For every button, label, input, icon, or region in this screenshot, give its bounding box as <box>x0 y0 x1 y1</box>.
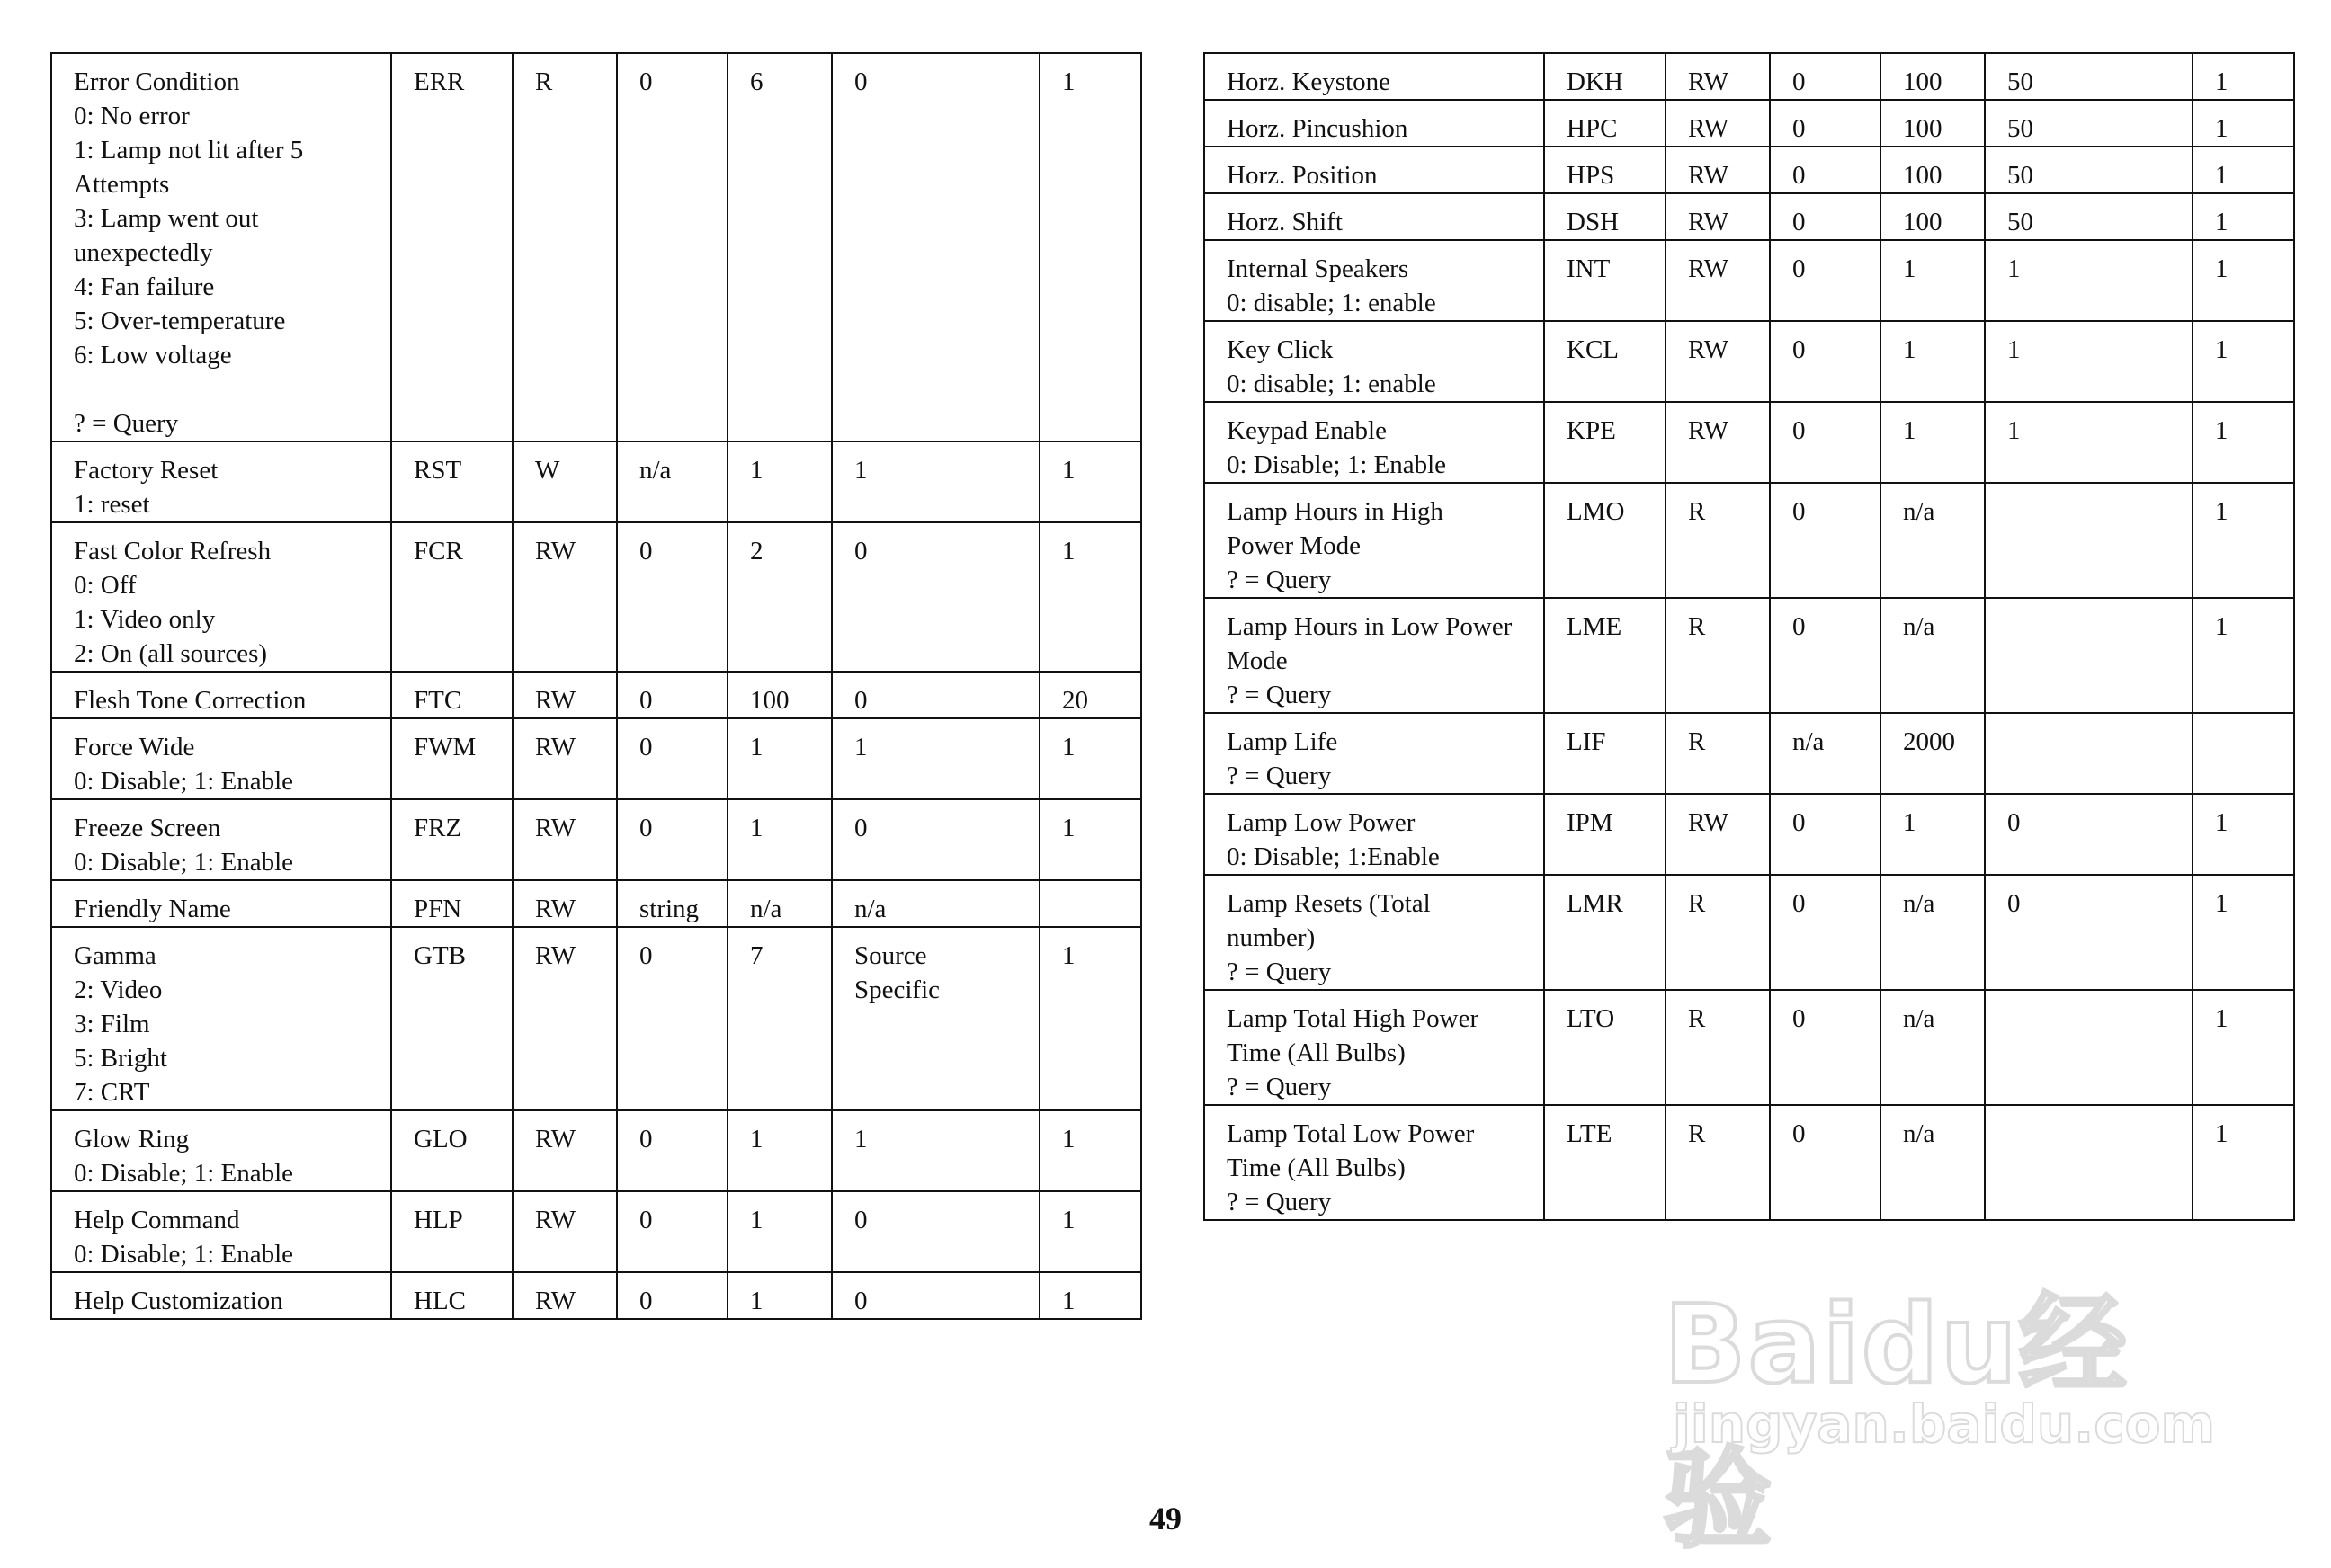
table-row <box>51 672 1141 718</box>
step-cell: 1 <box>2193 402 2294 483</box>
min-cell: 0 <box>1770 483 1880 598</box>
default-cell: n/a <box>832 880 1040 927</box>
access-cell: RW <box>1666 794 1770 875</box>
access-cell: RW <box>1666 100 1770 147</box>
min-cell: 0 <box>617 672 728 718</box>
max-cell: 1 <box>728 718 832 799</box>
table-row <box>1204 193 2294 240</box>
description-cell: Flesh Tone Correction <box>51 672 391 718</box>
access-cell: R <box>1666 483 1770 598</box>
step-cell: 1 <box>1040 718 1141 799</box>
step-cell: 1 <box>2193 598 2294 713</box>
access-cell: RW <box>513 880 617 927</box>
description-cell: Horz. Position <box>1204 147 1544 193</box>
access-cell: W <box>513 441 617 522</box>
code-cell: HPC <box>1544 100 1666 147</box>
max-cell: n/a <box>1880 875 1985 990</box>
command-table-left <box>50 52 1142 1320</box>
description-cell: Help Command 0: Disable; 1: Enable <box>51 1191 391 1272</box>
step-cell: 1 <box>2193 1105 2294 1220</box>
description-cell: Horz. Shift <box>1204 193 1544 240</box>
table-row <box>51 927 1141 1110</box>
access-cell: R <box>513 53 617 441</box>
max-cell: 6 <box>728 53 832 441</box>
code-cell: FRZ <box>391 799 513 880</box>
max-cell: n/a <box>1880 598 1985 713</box>
description-cell: Glow Ring 0: Disable; 1: Enable <box>51 1110 391 1191</box>
min-cell: n/a <box>617 441 728 522</box>
step-cell: 1 <box>2193 100 2294 147</box>
default-cell: 0 <box>832 672 1040 718</box>
min-cell: 0 <box>617 1110 728 1191</box>
code-cell: KPE <box>1544 402 1666 483</box>
access-cell: R <box>1666 990 1770 1105</box>
max-cell: 1 <box>1880 402 1985 483</box>
default-cell: 0 <box>832 1272 1040 1319</box>
default-cell: 0 <box>832 1191 1040 1272</box>
code-cell: ERR <box>391 53 513 441</box>
default-cell: Source Specific <box>832 927 1040 1110</box>
min-cell: 0 <box>617 799 728 880</box>
access-cell: R <box>1666 875 1770 990</box>
access-cell: RW <box>1666 402 1770 483</box>
step-cell: 1 <box>2193 483 2294 598</box>
table-row <box>1204 240 2294 321</box>
table-row <box>1204 794 2294 875</box>
default-cell <box>1985 1105 2193 1220</box>
description-cell: Lamp Total High Power Time (All Bulbs) ? = Query <box>1204 990 1544 1105</box>
access-cell: RW <box>1666 53 1770 100</box>
max-cell: 1 <box>728 441 832 522</box>
default-cell: 0 <box>1985 875 2193 990</box>
default-cell: 1 <box>832 441 1040 522</box>
default-cell <box>1985 598 2193 713</box>
max-cell: 2 <box>728 522 832 672</box>
access-cell: RW <box>513 1110 617 1191</box>
max-cell: 100 <box>1880 100 1985 147</box>
table-row <box>1204 483 2294 598</box>
min-cell: 0 <box>1770 598 1880 713</box>
code-cell: RST <box>391 441 513 522</box>
step-cell: 1 <box>1040 1191 1141 1272</box>
table-row <box>1204 321 2294 402</box>
max-cell: n/a <box>1880 990 1985 1105</box>
code-cell: DSH <box>1544 193 1666 240</box>
description-cell: Lamp Resets (Total number) ? = Query <box>1204 875 1544 990</box>
table-row <box>51 441 1141 522</box>
step-cell: 1 <box>2193 147 2294 193</box>
max-cell: 100 <box>1880 147 1985 193</box>
code-cell: HLC <box>391 1272 513 1319</box>
description-cell: Horz. Pincushion <box>1204 100 1544 147</box>
step-cell: 1 <box>2193 193 2294 240</box>
min-cell: 0 <box>1770 794 1880 875</box>
default-cell <box>1985 990 2193 1105</box>
min-cell: 0 <box>1770 193 1880 240</box>
description-cell: Fast Color Refresh 0: Off 1: Video only 2: On (all sources) <box>51 522 391 672</box>
step-cell: 1 <box>1040 53 1141 441</box>
description-cell: Lamp Hours in High Power Mode ? = Query <box>1204 483 1544 598</box>
max-cell: 1 <box>1880 240 1985 321</box>
watermark-logo: Baidu经验 <box>1664 1283 2129 1563</box>
default-cell: 1 <box>1985 321 2193 402</box>
step-cell: 1 <box>2193 875 2294 990</box>
description-cell: Lamp Total Low Power Time (All Bulbs) ? = Query <box>1204 1105 1544 1220</box>
code-cell: HLP <box>391 1191 513 1272</box>
description-cell: Horz. Keystone <box>1204 53 1544 100</box>
description-cell: Force Wide 0: Disable; 1: Enable <box>51 718 391 799</box>
min-cell: 0 <box>1770 402 1880 483</box>
table-row <box>51 522 1141 672</box>
table-row <box>1204 713 2294 794</box>
access-cell: RW <box>513 718 617 799</box>
description-cell: Friendly Name <box>51 880 391 927</box>
access-cell: RW <box>1666 240 1770 321</box>
access-cell: RW <box>1666 147 1770 193</box>
table-row <box>51 53 1141 441</box>
default-cell: 50 <box>1985 100 2193 147</box>
page-number: 49 <box>1149 1501 1182 1537</box>
max-cell: 2000 <box>1880 713 1985 794</box>
min-cell: 0 <box>617 1272 728 1319</box>
description-cell: Error Condition 0: No error 1: Lamp not lit after 5 Attempts 3: Lamp went out unexpectedly 4: Fan failure 5: Over-temperature 6: Low voltage ? = Query <box>51 53 391 441</box>
step-cell <box>2193 713 2294 794</box>
table-row <box>51 1191 1141 1272</box>
max-cell: 1 <box>1880 321 1985 402</box>
description-cell: Help Customization <box>51 1272 391 1319</box>
max-cell: 100 <box>728 672 832 718</box>
access-cell: R <box>1666 1105 1770 1220</box>
default-cell: 0 <box>832 799 1040 880</box>
min-cell: 0 <box>1770 990 1880 1105</box>
max-cell: 1 <box>728 1110 832 1191</box>
step-cell: 1 <box>2193 321 2294 402</box>
code-cell: GTB <box>391 927 513 1110</box>
table-row <box>51 880 1141 927</box>
code-cell: IPM <box>1544 794 1666 875</box>
access-cell: R <box>1666 713 1770 794</box>
access-cell: RW <box>513 927 617 1110</box>
default-cell: 1 <box>1985 402 2193 483</box>
code-cell: LMR <box>1544 875 1666 990</box>
code-cell: GLO <box>391 1110 513 1191</box>
default-cell: 1 <box>1985 240 2193 321</box>
min-cell: 0 <box>1770 321 1880 402</box>
access-cell: RW <box>1666 193 1770 240</box>
code-cell: LIF <box>1544 713 1666 794</box>
code-cell: DKH <box>1544 53 1666 100</box>
baidu-watermark <box>1664 1259 2215 1563</box>
default-cell: 50 <box>1985 193 2193 240</box>
description-cell: Factory Reset 1: reset <box>51 441 391 522</box>
min-cell: 0 <box>617 53 728 441</box>
code-cell: PFN <box>391 880 513 927</box>
max-cell: n/a <box>1880 483 1985 598</box>
step-cell: 1 <box>1040 522 1141 672</box>
min-cell: 0 <box>617 1191 728 1272</box>
description-cell: Gamma 2: Video 3: Film 5: Bright 7: CRT <box>51 927 391 1110</box>
default-cell: 0 <box>832 522 1040 672</box>
table-row <box>1204 53 2294 100</box>
default-cell <box>1985 713 2193 794</box>
max-cell: 100 <box>1880 193 1985 240</box>
default-cell: 1 <box>832 1110 1040 1191</box>
min-cell: 0 <box>1770 875 1880 990</box>
code-cell: LME <box>1544 598 1666 713</box>
min-cell: n/a <box>1770 713 1880 794</box>
max-cell: 7 <box>728 927 832 1110</box>
default-cell <box>1985 483 2193 598</box>
table-row <box>1204 402 2294 483</box>
description-cell: Lamp Low Power 0: Disable; 1:Enable <box>1204 794 1544 875</box>
default-cell: 0 <box>832 53 1040 441</box>
table-row <box>1204 1105 2294 1220</box>
step-cell: 1 <box>1040 799 1141 880</box>
step-cell: 1 <box>1040 441 1141 522</box>
min-cell: 0 <box>1770 53 1880 100</box>
table-row <box>1204 875 2294 990</box>
step-cell: 1 <box>2193 53 2294 100</box>
min-cell: 0 <box>617 718 728 799</box>
default-cell: 1 <box>832 718 1040 799</box>
table-row <box>1204 990 2294 1105</box>
step-cell: 1 <box>2193 990 2294 1105</box>
code-cell: FWM <box>391 718 513 799</box>
step-cell: 20 <box>1040 672 1141 718</box>
code-cell: FTC <box>391 672 513 718</box>
code-cell: FCR <box>391 522 513 672</box>
default-cell: 0 <box>1985 794 2193 875</box>
step-cell: 1 <box>1040 1272 1141 1319</box>
min-cell: 0 <box>617 927 728 1110</box>
code-cell: INT <box>1544 240 1666 321</box>
step-cell: 1 <box>2193 240 2294 321</box>
step-cell: 1 <box>2193 794 2294 875</box>
table-row <box>51 799 1141 880</box>
access-cell: RW <box>513 1191 617 1272</box>
access-cell: RW <box>513 799 617 880</box>
code-cell: LMO <box>1544 483 1666 598</box>
min-cell: 0 <box>1770 100 1880 147</box>
command-table-right <box>1203 52 2295 1221</box>
watermark-url: jingyan.baidu.com <box>1673 1394 2215 1455</box>
table-row <box>51 1272 1141 1319</box>
max-cell: 1 <box>1880 794 1985 875</box>
max-cell: 1 <box>728 1191 832 1272</box>
access-cell: RW <box>513 1272 617 1319</box>
max-cell: n/a <box>728 880 832 927</box>
description-cell: Freeze Screen 0: Disable; 1: Enable <box>51 799 391 880</box>
table-row <box>1204 147 2294 193</box>
description-cell: Lamp Hours in Low Power Mode ? = Query <box>1204 598 1544 713</box>
min-cell: 0 <box>1770 147 1880 193</box>
description-cell: Key Click 0: disable; 1: enable <box>1204 321 1544 402</box>
description-cell: Internal Speakers 0: disable; 1: enable <box>1204 240 1544 321</box>
max-cell: 1 <box>728 1272 832 1319</box>
min-cell: 0 <box>1770 240 1880 321</box>
access-cell: RW <box>513 672 617 718</box>
default-cell: 50 <box>1985 53 2193 100</box>
access-cell: RW <box>1666 321 1770 402</box>
description-cell: Keypad Enable 0: Disable; 1: Enable <box>1204 402 1544 483</box>
max-cell: 1 <box>728 799 832 880</box>
code-cell: LTO <box>1544 990 1666 1105</box>
min-cell: string <box>617 880 728 927</box>
code-cell: LTE <box>1544 1105 1666 1220</box>
max-cell: 100 <box>1880 53 1985 100</box>
table-row <box>1204 598 2294 713</box>
table-row <box>51 718 1141 799</box>
code-cell: KCL <box>1544 321 1666 402</box>
step-cell: 1 <box>1040 1110 1141 1191</box>
min-cell: 0 <box>1770 1105 1880 1220</box>
table-row <box>51 1110 1141 1191</box>
default-cell: 50 <box>1985 147 2193 193</box>
step-cell <box>1040 880 1141 927</box>
access-cell: R <box>1666 598 1770 713</box>
min-cell: 0 <box>617 522 728 672</box>
step-cell: 1 <box>1040 927 1141 1110</box>
description-cell: Lamp Life ? = Query <box>1204 713 1544 794</box>
access-cell: RW <box>513 522 617 672</box>
table-row <box>1204 100 2294 147</box>
code-cell: HPS <box>1544 147 1666 193</box>
max-cell: n/a <box>1880 1105 1985 1220</box>
